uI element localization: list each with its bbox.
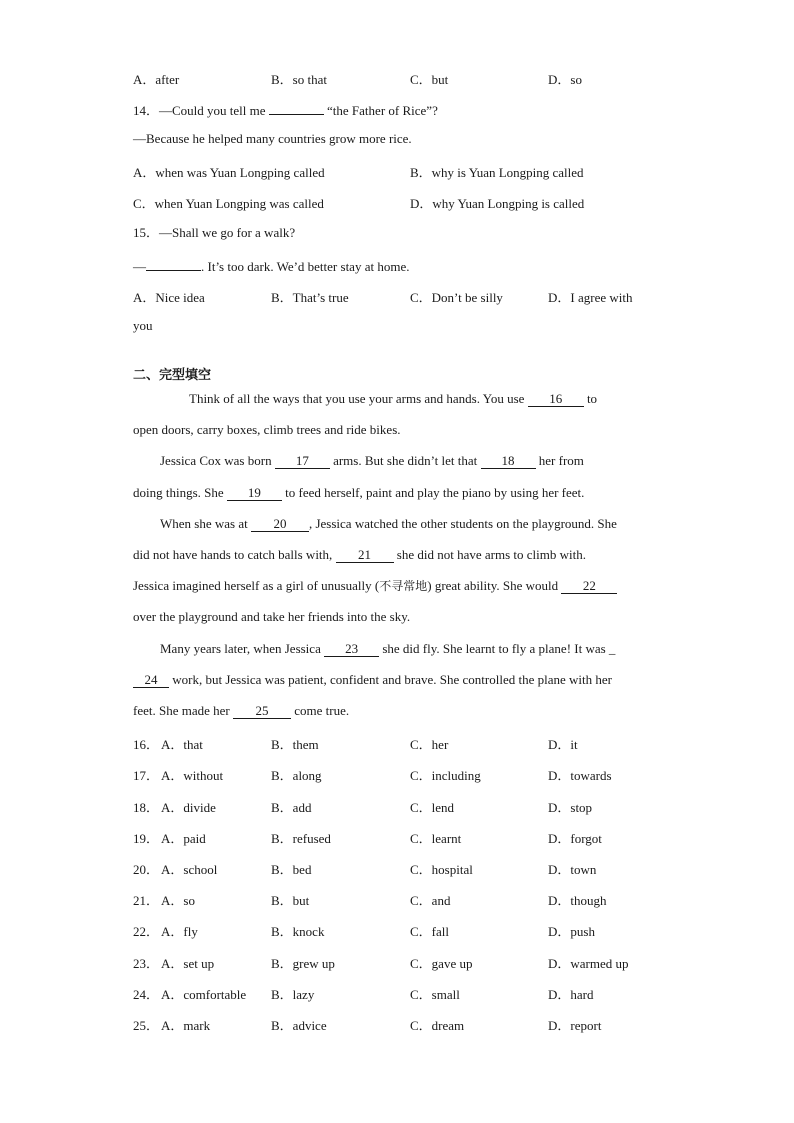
option-a: A．so xyxy=(161,893,195,908)
q15-option-d: D．I agree with xyxy=(548,290,633,305)
option-d: D．towards xyxy=(548,768,612,783)
blank-23: 23 xyxy=(324,642,379,657)
option-c: C．hospital xyxy=(410,862,473,877)
q13-option-c: C．but xyxy=(410,72,449,87)
q15-option-a: A．Nice idea xyxy=(133,290,205,305)
option-d: D．warmed up xyxy=(548,956,629,971)
passage-line: When she was at 20 , Jessica watched the other students on the playground. She xyxy=(160,516,617,531)
question-number: 19． xyxy=(133,831,160,846)
passage-line: over the playground and take her friends into the sky. xyxy=(133,609,411,624)
option-d: D．though xyxy=(548,893,607,908)
option-a: A．mark xyxy=(161,1018,211,1033)
option-a: A．without xyxy=(161,768,224,783)
question-number: 16． xyxy=(133,737,160,752)
question-number: 17． xyxy=(133,768,160,783)
question-number: 25． xyxy=(133,1018,160,1033)
q15-answer-line: — . It’s too dark. We’d better stay at home. xyxy=(133,256,409,272)
option-d: D．stop xyxy=(548,800,593,815)
option-a: A．that xyxy=(161,737,203,752)
option-b: B．but xyxy=(271,893,310,908)
option-c: C．lend xyxy=(410,800,455,815)
question-number: 24． xyxy=(133,987,160,1002)
option-d: D．hard xyxy=(548,987,594,1002)
question-number: 18． xyxy=(133,800,160,815)
option-d: D．town xyxy=(548,862,597,877)
passage-line: 24 work, but Jessica was patient, confident and brave. She controlled the plane with her xyxy=(133,672,612,688)
option-b: B．bed xyxy=(271,862,312,877)
passage-line: Think of all the ways that you use your arms and hands. You use 16 to xyxy=(189,391,598,406)
option-b: B．lazy xyxy=(271,987,315,1002)
option-d: D．forgot xyxy=(548,831,602,846)
passage-line: did not have hands to catch balls with, 21 she did not have arms to climb with. xyxy=(133,547,586,562)
q13-option-d: D．so xyxy=(548,72,582,87)
option-c: C．learnt xyxy=(410,831,462,846)
question-number: 22． xyxy=(133,924,160,939)
blank-18: 18 xyxy=(481,454,536,469)
passage-line: doing things. She 19 to feed herself, paint and play the piano by using her feet. xyxy=(133,485,585,500)
option-a: A．comfortable xyxy=(161,987,247,1002)
q14-option-d: D．why Yuan Longping is called xyxy=(410,196,585,211)
option-a: A．school xyxy=(161,862,218,877)
question-number: 20． xyxy=(133,862,160,877)
passage-line: open doors, carry boxes, climb trees and ride bikes. xyxy=(133,422,401,437)
q15-blank xyxy=(146,256,201,271)
option-a: A．fly xyxy=(161,924,198,939)
question-number: 23． xyxy=(133,956,160,971)
q14-blank xyxy=(269,100,324,115)
q14-answer-line: —Because he helped many countries grow more rice. xyxy=(133,131,412,146)
option-b: B．add xyxy=(271,800,312,815)
q14-option-c: C．when Yuan Longping was called xyxy=(133,196,324,211)
option-d: D．report xyxy=(548,1018,602,1033)
blank-19: 19 xyxy=(227,486,282,501)
option-c: C．her xyxy=(410,737,449,752)
option-a: A．divide xyxy=(161,800,216,815)
passage-line: feet. She made her 25 come true. xyxy=(133,703,350,718)
q14-option-b: B．why is Yuan Longping called xyxy=(410,165,584,180)
blank-24: 24 xyxy=(133,673,169,688)
q14-option-a: A．when was Yuan Longping called xyxy=(133,165,325,180)
option-c: C．gave up xyxy=(410,956,473,971)
option-b: B．knock xyxy=(271,924,325,939)
option-a: A．paid xyxy=(161,831,206,846)
option-b: B．along xyxy=(271,768,322,783)
blank-17: 17 xyxy=(275,454,330,469)
q15-option-d-wrap: you xyxy=(133,318,153,333)
option-d: D．it xyxy=(548,737,578,752)
option-c: C．including xyxy=(410,768,481,783)
q13-option-a: A．after xyxy=(133,72,180,87)
section-title: 二、完型填空 xyxy=(133,368,212,383)
passage-line: Many years later, when Jessica 23 she did fly. She learnt to fly a plane! It was _ xyxy=(160,641,616,656)
option-b: B．grew up xyxy=(271,956,335,971)
passage-line: Jessica imagined herself as a girl of unusually (不寻常地) great ability. She would 22 xyxy=(133,578,617,594)
option-c: C．fall xyxy=(410,924,449,939)
option-c: C．and xyxy=(410,893,451,908)
passage-line: Jessica Cox was born 17 arms. But she didn’t let that 18 her from xyxy=(160,453,584,468)
question-number: 21． xyxy=(133,893,160,908)
blank-22: 22 xyxy=(561,579,617,594)
q14-stem: 14．—Could you tell me “the Father of Rice”? xyxy=(133,100,438,116)
q13-option-b: B．so that xyxy=(271,72,327,87)
option-c: C．small xyxy=(410,987,460,1002)
option-b: B．refused xyxy=(271,831,331,846)
blank-20: 20 xyxy=(251,517,309,532)
blank-25: 25 xyxy=(233,704,291,719)
option-a: A．set up xyxy=(161,956,215,971)
blank-21: 21 xyxy=(336,548,394,563)
option-c: C．dream xyxy=(410,1018,465,1033)
blank-16: 16 xyxy=(528,392,584,407)
q15-option-c: C．Don’t be silly xyxy=(410,290,503,305)
q15-stem: 15．—Shall we go for a walk? xyxy=(133,225,296,240)
option-b: B．advice xyxy=(271,1018,327,1033)
option-d: D．push xyxy=(548,924,595,939)
option-b: B．them xyxy=(271,737,319,752)
q15-option-b: B．That’s true xyxy=(271,290,349,305)
